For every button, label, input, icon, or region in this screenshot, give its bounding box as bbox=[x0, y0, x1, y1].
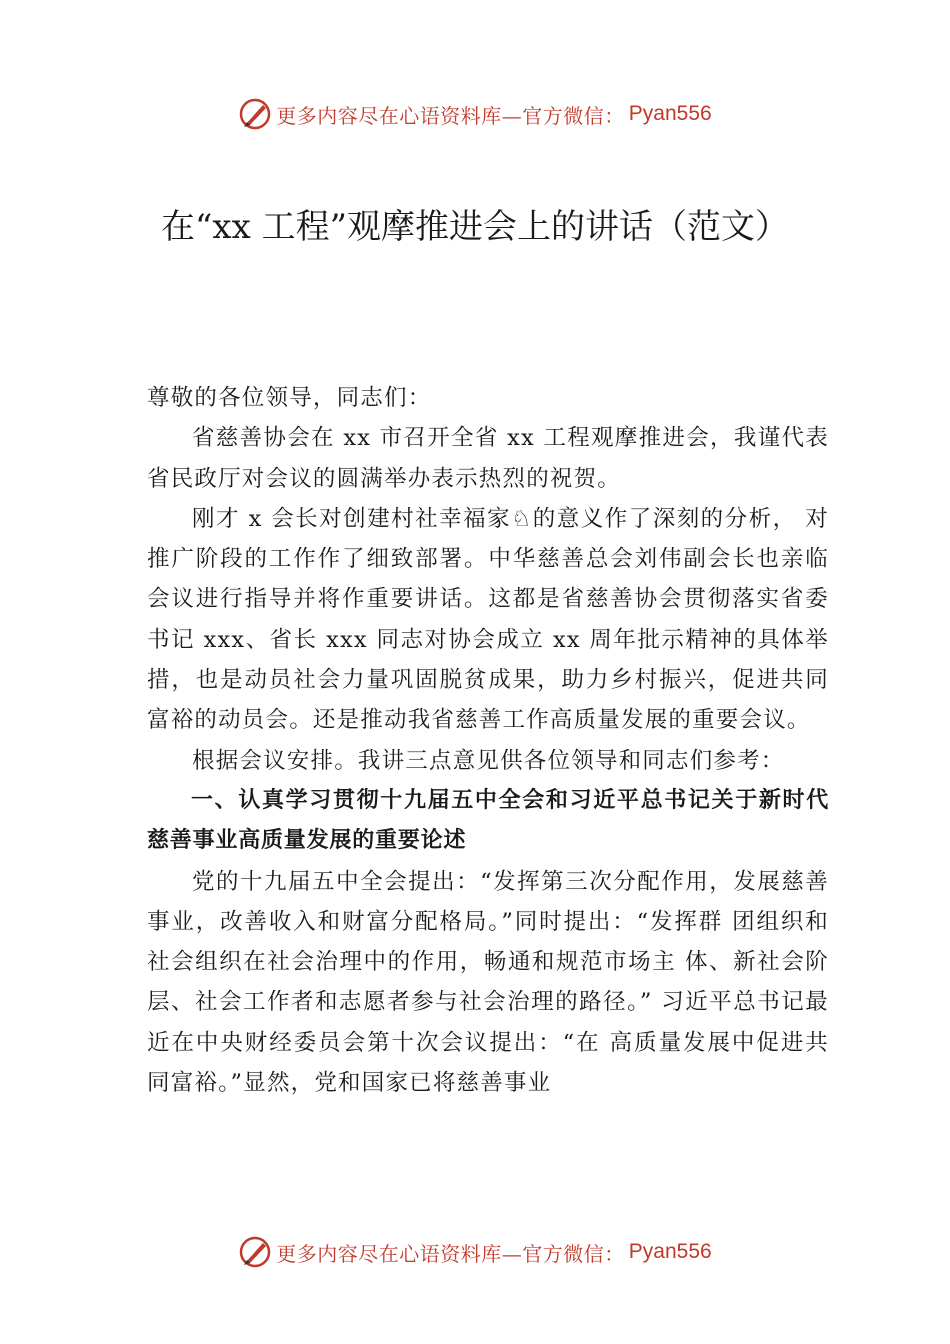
banner-text: 更多内容尽在心语资料库—官方微信： bbox=[276, 1241, 625, 1266]
paragraph-4: 党的十九届五中全会提出：“发挥第三次分配作用，发展慈善事业，改善收入和财富分配格局。”同时提出：“发挥群 团组织和社会组织在社会治理中的作用，畅通和规范市场主 体、新社会阶层、社会工作者和志愿者参与社会治理的路径。” 习近平总书记最近在中央财经委员会第十次会议提出：“在 高质量发展中促进共同富裕。”显然，党和国家已将慈善事业 bbox=[147, 868, 829, 1097]
banner-wechat-id: Pyan556 bbox=[628, 1240, 712, 1263]
pen-logo-icon bbox=[238, 97, 272, 131]
header-banner bbox=[0, 94, 950, 134]
pen-logo-icon bbox=[238, 1235, 272, 1269]
document-body bbox=[147, 378, 829, 1103]
banner-wechat-id: Pyan556 bbox=[628, 102, 712, 125]
paragraph-1: 省慈善协会在 xx 市召开全省 xx 工程观摩推进会，我谨代表省民政厅对会议的圆满举办表示热烈的祝贺。 bbox=[147, 425, 829, 492]
document-title: 在“xx 工程”观摩推进会上的讲话（范文） bbox=[161, 207, 789, 247]
banner-text: 更多内容尽在心语资料库—官方微信： bbox=[276, 103, 625, 128]
footer-banner bbox=[0, 1232, 950, 1272]
section-heading-1: 一、认真学习贯彻十九届五中全会和习近平总书记关于新时代慈善事业高质量发展的重要论述 bbox=[147, 787, 829, 854]
paragraph-2: 刚才 x 会长对创建村社幸福家♘的意义作了深刻的分析， 对推广阶段的工作作了细致部署。中华慈善总会刘伟副会长也亲临会议进行指导并将作重要讲话。这都是省慈善协会贯彻落实省委书记 xxx、省长 xxx 同志对协会成立 xx 周年批示精神的具体举措，也是动员社会力量巩固脱贫成果，助力乡村振兴，促进共同富裕的动员会。还是推动我省慈善工作高质量发展的重要会议。 bbox=[147, 505, 829, 734]
paragraph-3: 根据会议安排。我讲三点意见供各位领导和同志们参考： bbox=[192, 747, 785, 774]
greeting: 尊敬的各位领导，同志们： bbox=[147, 385, 432, 411]
